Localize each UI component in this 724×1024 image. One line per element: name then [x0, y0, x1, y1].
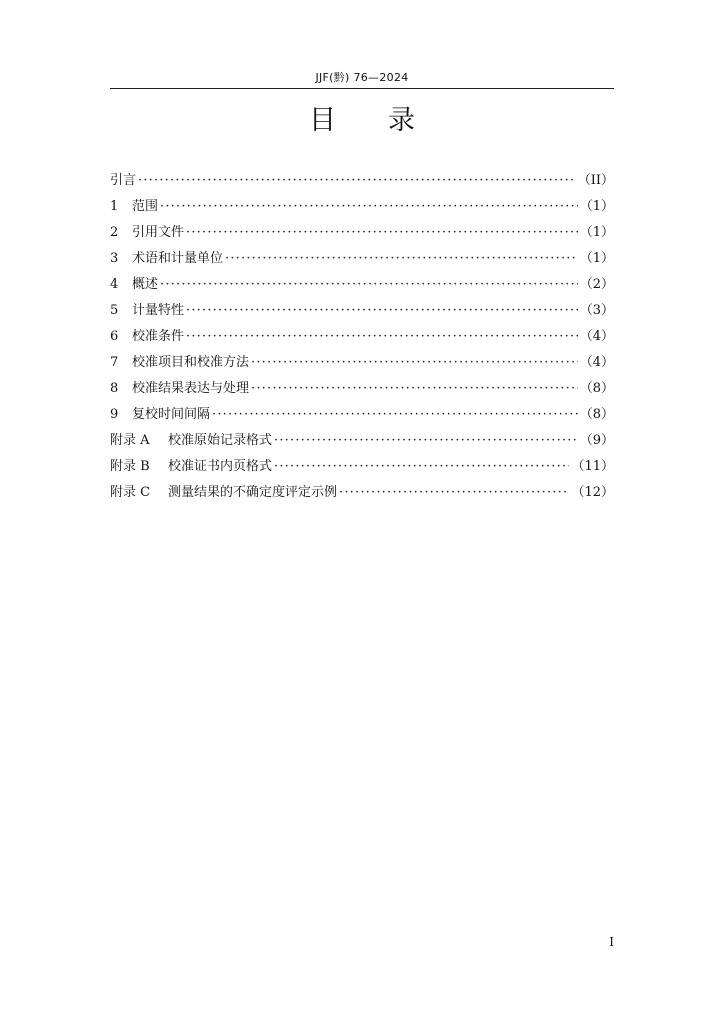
- toc-entry-number: 附录 A: [110, 433, 150, 448]
- toc-entry-4[interactable]: [110, 272, 614, 298]
- toc-entry-number: 7: [110, 355, 119, 370]
- toc-entry-title: 校准结果表达与处理: [132, 381, 250, 396]
- toc-entry-page: （8）: [579, 381, 614, 396]
- page-title: [110, 104, 614, 138]
- toc-entry-number: 1: [110, 199, 119, 214]
- toc-entry-title: 校准证书内页格式: [168, 459, 273, 474]
- toc-entry-title: 概述: [132, 277, 159, 292]
- toc-leader-dots: [251, 376, 578, 402]
- toc-entry-foreword[interactable]: [110, 168, 614, 194]
- toc-leader-dots: [186, 220, 578, 246]
- toc-entry-title: 校准条件: [132, 329, 185, 344]
- table-of-contents: [110, 168, 614, 506]
- toc-entry-9[interactable]: [110, 402, 614, 428]
- toc-entry-number: 6: [110, 329, 119, 344]
- toc-leader-dots: [160, 194, 578, 220]
- toc-entry-7[interactable]: [110, 350, 614, 376]
- toc-entry-3[interactable]: [110, 246, 614, 272]
- toc-entry-title: 计量特性: [132, 303, 185, 318]
- toc-entry-page: （9）: [579, 433, 614, 448]
- toc-leader-dots: [274, 428, 578, 454]
- toc-entry-title: 引言: [110, 173, 137, 188]
- toc-entry-appendix-b[interactable]: [110, 454, 614, 480]
- toc-entry-page: （2）: [579, 277, 614, 292]
- toc-entry-page: （1）: [579, 225, 614, 240]
- toc-leader-dots: [138, 168, 576, 194]
- toc-entry-page: （II）: [577, 173, 614, 188]
- toc-entry-2[interactable]: [110, 220, 614, 246]
- toc-entry-number: 附录 B: [110, 459, 150, 474]
- document-header-code: JJF(黔) 76—2024: [110, 70, 614, 89]
- toc-entry-6[interactable]: [110, 324, 614, 350]
- toc-entry-title: 校准原始记录格式: [168, 433, 273, 448]
- toc-entry-number: 9: [110, 407, 119, 422]
- toc-entry-page: （8）: [579, 407, 614, 422]
- toc-entry-title: 术语和计量单位: [132, 251, 224, 266]
- toc-entry-number: 5: [110, 303, 119, 318]
- toc-entry-5[interactable]: [110, 298, 614, 324]
- toc-entry-page: （11）: [571, 459, 614, 474]
- toc-leader-dots: [212, 402, 578, 428]
- toc-entry-number: 8: [110, 381, 119, 396]
- toc-entry-page: （4）: [579, 355, 614, 370]
- toc-entry-page: （3）: [579, 303, 614, 318]
- toc-entry-number: 附录 C: [110, 485, 151, 500]
- toc-entry-title: 范围: [132, 199, 159, 214]
- toc-entry-page: （1）: [579, 251, 614, 266]
- toc-leader-dots: [186, 298, 578, 324]
- toc-entry-number: 4: [110, 277, 119, 292]
- toc-entry-title: 测量结果的不确定度评定示例: [168, 485, 338, 500]
- toc-entry-page: （4）: [579, 329, 614, 344]
- toc-entry-page: （12）: [571, 485, 614, 500]
- toc-entry-1[interactable]: [110, 194, 614, 220]
- toc-entry-title: 校准项目和校准方法: [132, 355, 250, 370]
- title-char-left: 目: [309, 105, 336, 136]
- toc-entry-number: 3: [110, 251, 119, 266]
- toc-leader-dots: [251, 350, 578, 376]
- toc-leader-dots: [339, 480, 569, 506]
- toc-entry-number: 2: [110, 225, 119, 240]
- toc-entry-page: （1）: [579, 199, 614, 214]
- toc-leader-dots: [274, 454, 569, 480]
- toc-entry-title: 引用文件: [132, 225, 185, 240]
- title-char-right: 录: [388, 105, 415, 136]
- toc-leader-dots: [225, 246, 578, 272]
- page-number: I: [609, 935, 614, 949]
- toc-entry-appendix-a[interactable]: [110, 428, 614, 454]
- toc-entry-title: 复校时间间隔: [132, 407, 211, 422]
- toc-entry-8[interactable]: [110, 376, 614, 402]
- toc-leader-dots: [186, 324, 578, 350]
- toc-entry-appendix-c[interactable]: [110, 480, 614, 506]
- toc-leader-dots: [160, 272, 578, 298]
